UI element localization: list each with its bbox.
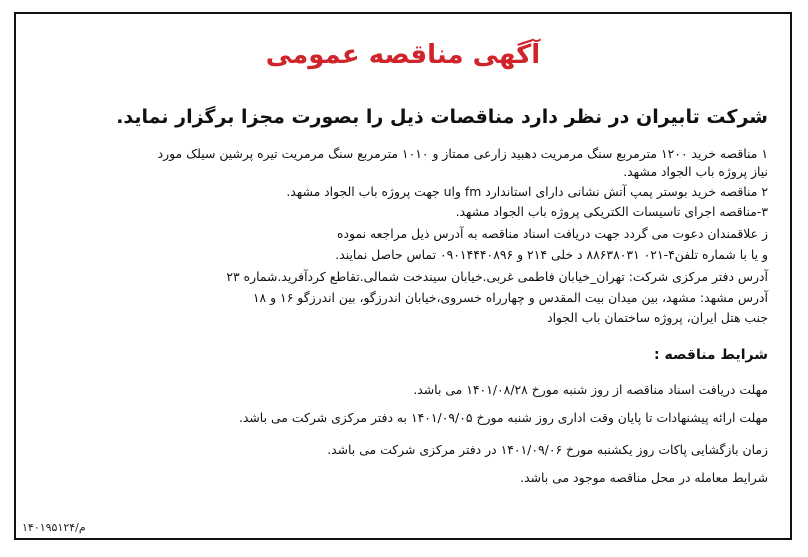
contact-tehran-address: آدرس دفتر مرکزی شرکت: تهران_خیابان فاطمی غربی.خیابان سیندخت شمالی.تقاطع کردآفرید.شماره ۲۳ [226, 269, 768, 284]
notice-frame [14, 12, 792, 540]
condition-documents-deadline: مهلت دریافت اسناد مناقصه از روز شنبه مورخ ۱۴۰۱/۰۸/۲۸ می باشد. [413, 382, 768, 397]
contact-phone: و یا با شماره تلفن۴-۰۲۱ ۸۸۶۳۸۰۳۱ د خلی ۲۱۴ و ۰۹۰۱۴۴۴۰۸۹۶ تماس حاصل نمایند. [335, 247, 768, 262]
condition-opening-date: زمان بازگشایی پاکات روز یکشنبه مورخ ۱۴۰۱/۰۹/۰۶ در دفتر مرکزی شرکت می باشد. [327, 442, 768, 457]
conditions-heading: شرایط مناقصه : [654, 347, 768, 363]
contact-invitation: ز علاقمندان دعوت می گردد جهت دریافت اسناد مناقصه به آدرس ذیل مراجعه نموده [337, 226, 768, 241]
tender-item-3: ۳-مناقصه اجرای تاسیسات الکتریکی پروژه باب الجواد مشهد. [455, 204, 768, 219]
notice-subtitle: شرکت تابیران در نظر دارد مناقصات ذیل را بصورت مجزا برگزار نماید. [116, 106, 768, 128]
tender-item-2: ۲ مناقصه خرید بوستر پمپ آتش نشانی دارای استاندارد fm وul جهت پروژه باب الجواد مشهد. [286, 184, 768, 199]
contact-mashhad-address: آدرس مشهد: مشهد، بین میدان بیت المقدس و چهارراه خسروی،خیابان اندرزگو، بین اندرزگو ۱۶ و ۱۸ [252, 290, 768, 305]
notice-title: آگهی مناقصه عمومی [265, 40, 541, 70]
condition-proposal-deadline: مهلت ارائه پیشنهادات تا پایان وقت اداری روز شنبه مورخ ۱۴۰۱/۰۹/۰۵ به دفتر مرکزی شرکت می باشد. [238, 410, 768, 425]
tender-item-1: ۱ مناقصه خرید ۱۲۰۰ مترمربع سنگ مرمریت دهبید زارعی ممتاز و ۱۰۱۰ مترمربع سنگ مرمریت تیره پرشین سیلک مورد [157, 146, 768, 161]
tender-item-1-continued: نیاز پروژه باب الجواد مشهد. [623, 164, 768, 179]
condition-transaction-terms: شرایط معامله در محل مناقصه موجود می باشد. [520, 470, 768, 485]
reference-number: ۱۴۰۱۹۵۱۲۴/م [22, 521, 86, 534]
contact-mashhad-address-continued: جنب هتل ایران، پروژه ساختمان باب الجواد [547, 310, 768, 325]
